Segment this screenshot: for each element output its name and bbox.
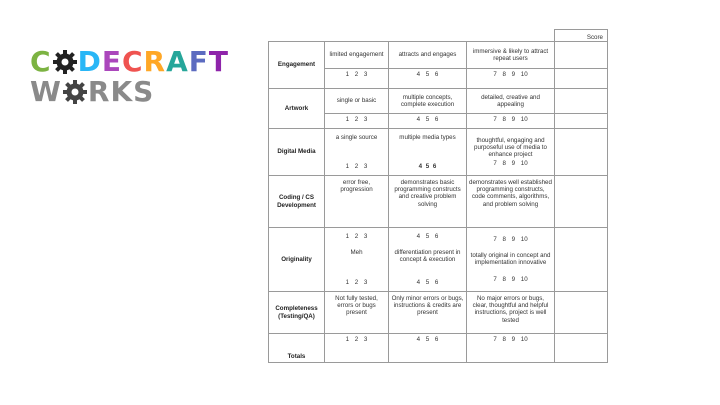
criterion-completeness: Completeness (Testing/QA) bbox=[269, 292, 325, 334]
score-cell[interactable] bbox=[555, 228, 608, 292]
logo-letter: A bbox=[166, 45, 189, 78]
score-cell[interactable] bbox=[555, 69, 608, 89]
score-cell[interactable] bbox=[555, 114, 608, 129]
gear-icon bbox=[52, 45, 78, 78]
score-range-mid: 4 5 6 bbox=[389, 114, 467, 129]
level-low bbox=[325, 129, 389, 176]
criterion-coding: Coding / CS Development bbox=[269, 176, 325, 228]
score-range-low: 1 2 3 bbox=[325, 69, 389, 89]
level-mid: Only minor errors or bugs, instructions & credits are present bbox=[389, 292, 467, 334]
level-low: error free, progression bbox=[325, 176, 389, 228]
level-high: No major errors or bugs, clear, thoughtful and helpful instructions, project is well tested bbox=[467, 292, 555, 334]
totals-label: Totals bbox=[269, 334, 325, 363]
logo-letter: K bbox=[110, 75, 134, 108]
level-high: demonstrates well established programming constructs, code comments, algorithms, and problem solving bbox=[467, 176, 555, 228]
criterion-digital-media: Digital Media bbox=[269, 129, 325, 176]
level-mid: attracts and engages bbox=[389, 42, 467, 69]
score-cell[interactable] bbox=[555, 89, 608, 114]
score-range-mid: 4 5 6 bbox=[389, 69, 467, 89]
header-blank bbox=[269, 30, 555, 42]
logo-letter: T bbox=[208, 45, 229, 78]
criterion-engagement: Engagement bbox=[269, 42, 325, 89]
score-header: Score bbox=[555, 30, 608, 42]
level-mid: demonstrates basic programming constructs and creative problem solving bbox=[389, 176, 467, 228]
logo-letter: R bbox=[143, 45, 167, 78]
level-low bbox=[325, 228, 389, 292]
score-range-mid: 4 5 6 bbox=[418, 163, 437, 170]
codecraft-works-logo bbox=[30, 45, 235, 108]
logo-letter: S bbox=[133, 75, 155, 108]
logo-row-bottom bbox=[30, 75, 155, 108]
score-range-high: 7 8 9 10 bbox=[467, 114, 555, 129]
logo-row-top bbox=[30, 45, 229, 78]
level-low: limited engagement bbox=[325, 42, 389, 69]
level-mid-text: differentiation present in concept & execution bbox=[394, 248, 461, 263]
level-high: detailed, creative and appealing bbox=[467, 89, 555, 114]
level-mid bbox=[389, 129, 467, 176]
criterion-artwork: Artwork bbox=[269, 89, 325, 129]
score-range-high: 7 8 9 10 bbox=[493, 235, 528, 243]
level-low-text: a single source bbox=[335, 133, 378, 141]
logo-letter: F bbox=[188, 45, 209, 78]
score-range-high: 7 8 9 10 bbox=[493, 160, 528, 168]
level-high bbox=[467, 228, 555, 292]
logo-letter: W bbox=[30, 75, 62, 108]
total-score-cell[interactable] bbox=[555, 334, 608, 363]
score-range-low: 1 2 3 bbox=[345, 233, 368, 241]
score-range-high: 7 8 9 10 bbox=[467, 69, 555, 89]
score-range-low: 1 2 3 bbox=[345, 163, 368, 170]
level-high-text: totally original in concept and implementation innovative bbox=[470, 251, 551, 266]
level-mid: multiple concepts, complete execution bbox=[389, 89, 467, 114]
logo-letter: C bbox=[30, 45, 52, 78]
criterion-originality: Originality bbox=[269, 228, 325, 292]
rubric-table bbox=[268, 29, 608, 363]
level-mid bbox=[389, 228, 467, 292]
score-cell[interactable] bbox=[555, 42, 608, 69]
level-high: immersive & likely to attract repeat users bbox=[467, 42, 555, 69]
level-low-text: Meh bbox=[350, 249, 363, 257]
score-range-high: 7 8 9 10 bbox=[493, 276, 528, 284]
score-range-mid: 4 5 6 bbox=[389, 334, 467, 363]
score-cell[interactable] bbox=[555, 176, 608, 228]
score-range-low: 1 2 3 bbox=[325, 114, 389, 129]
logo-letter: R bbox=[87, 75, 111, 108]
score-range-mid: 4 5 6 bbox=[416, 232, 439, 240]
level-low: single or basic bbox=[325, 89, 389, 114]
logo-letter: C bbox=[121, 45, 144, 78]
level-high-text: thoughtful, engaging and purposeful use of media to enhance project bbox=[474, 136, 547, 158]
level-mid-text: multiple media types bbox=[399, 133, 456, 141]
level-high bbox=[467, 129, 555, 176]
score-cell[interactable] bbox=[555, 129, 608, 176]
logo-letter: D bbox=[77, 45, 102, 78]
level-low: Not fully tested, errors or bugs present bbox=[325, 292, 389, 334]
score-range-low: 1 2 3 bbox=[325, 334, 389, 363]
score-range-mid: 4 5 6 bbox=[416, 279, 439, 287]
gear-icon bbox=[62, 75, 88, 108]
score-range-high: 7 8 9 10 bbox=[467, 334, 555, 363]
logo-letter: E bbox=[101, 45, 122, 78]
score-cell[interactable] bbox=[555, 292, 608, 334]
score-range-low: 1 2 3 bbox=[345, 278, 368, 286]
